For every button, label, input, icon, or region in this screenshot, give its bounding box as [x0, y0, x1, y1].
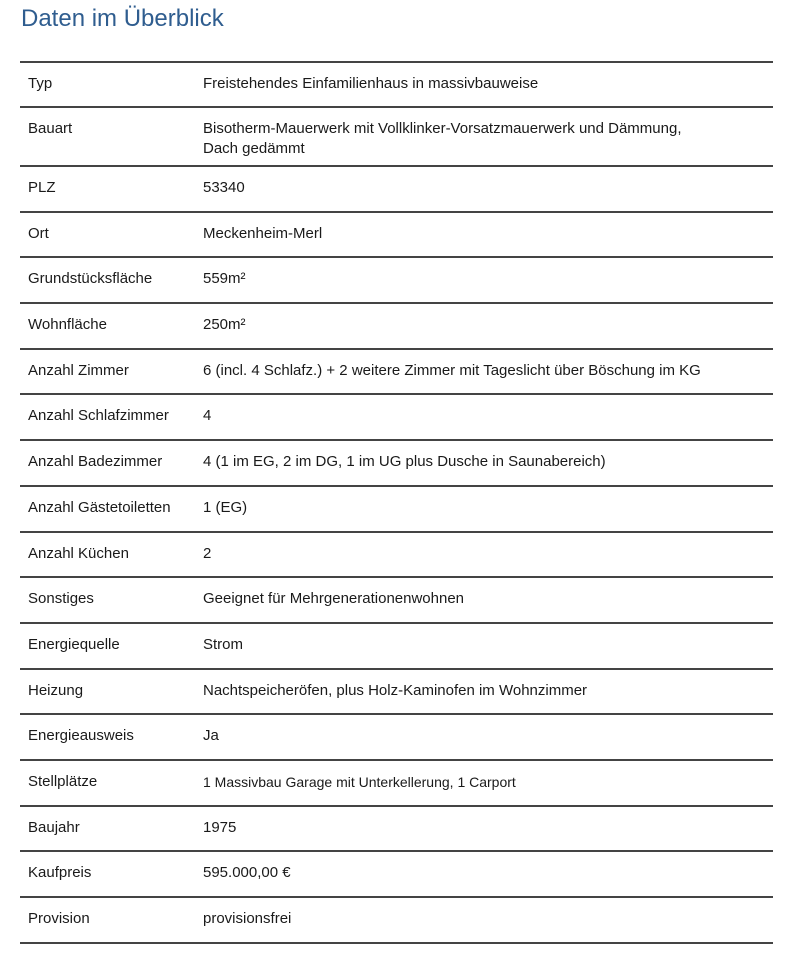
table-row — [20, 487, 773, 533]
table-row — [20, 108, 773, 167]
row-value: Meckenheim-Merl — [203, 224, 323, 242]
row-label: Typ — [28, 75, 53, 92]
table-row — [20, 258, 773, 304]
row-label: Stellplätze — [28, 772, 98, 790]
table-row — [20, 441, 773, 487]
row-value: 1 (EG) — [203, 498, 248, 516]
page-title: Daten im Überblick — [21, 5, 224, 32]
row-label: Anzahl Badezimmer — [28, 453, 163, 471]
row-value: 250m² — [203, 316, 246, 334]
row-value: 1975 — [203, 818, 237, 836]
row-value — [203, 108, 773, 159]
row-label: Wohnfläche — [28, 316, 107, 334]
row-value: 53340 — [203, 179, 245, 196]
row-value: Ja — [203, 727, 219, 745]
row-label: Baujahr — [28, 818, 80, 836]
row-value: Geeignet für Mehrgenerationenwohnen — [203, 590, 465, 608]
row-value: Strom — [203, 635, 244, 653]
row-value-line: Dach gedämmt — [203, 140, 305, 157]
row-label: Grundstücksfläche — [28, 270, 153, 288]
table-row — [20, 852, 773, 898]
table-row — [20, 624, 773, 670]
table-row — [20, 167, 773, 213]
row-label: Anzahl Küchen — [28, 544, 129, 562]
row-label: Energiequelle — [28, 635, 120, 653]
row-label: Anzahl Gästetoiletten — [28, 498, 171, 516]
table-row — [20, 761, 773, 807]
row-value: 595.000,00 € — [203, 864, 291, 882]
row-label: PLZ — [28, 179, 56, 196]
row-label: Kaufpreis — [28, 864, 92, 882]
row-label: Bauart — [28, 120, 73, 137]
table-row — [20, 533, 773, 579]
table-row — [20, 898, 773, 944]
table-row — [20, 670, 773, 716]
row-value: 4 (1 im EG, 2 im DG, 1 im UG plus Dusche in Saunabereich) — [203, 453, 606, 471]
table-row — [20, 807, 773, 853]
table-row — [20, 213, 773, 259]
row-value: provisionsfrei — [203, 910, 292, 927]
table-row — [20, 395, 773, 441]
table-row — [20, 350, 773, 396]
row-label: Heizung — [28, 681, 84, 699]
row-value-line: Bisotherm-Mauerwerk mit Vollklinker-Vorsatzmauerwerk und Dämmung, — [203, 120, 682, 137]
table-row — [20, 715, 773, 761]
row-value: 559m² — [203, 270, 246, 288]
table-row — [20, 304, 773, 350]
table-row — [20, 578, 773, 624]
row-value: Freistehendes Einfamilienhaus in massivbauweise — [203, 75, 539, 92]
row-label: Provision — [28, 910, 90, 927]
row-label: Sonstiges — [28, 590, 94, 608]
row-label: Energieausweis — [28, 727, 134, 745]
row-label: Anzahl Schlafzimmer — [28, 407, 169, 425]
table-row — [20, 63, 773, 108]
row-value: 4 — [203, 407, 212, 425]
row-label: Ort — [28, 224, 49, 242]
overview-table — [20, 61, 773, 944]
row-value: 1 Massivbau Garage mit Unterkellerung, 1 Carport — [203, 773, 516, 790]
row-value: Nachtspeicheröfen, plus Holz-Kaminofen im Wohnzimmer — [203, 681, 588, 699]
row-value: 6 (incl. 4 Schlafz.) + 2 weitere Zimmer mit Tageslicht über Böschung im KG — [203, 361, 701, 379]
row-value: 2 — [203, 544, 212, 562]
row-label: Anzahl Zimmer — [28, 361, 129, 379]
